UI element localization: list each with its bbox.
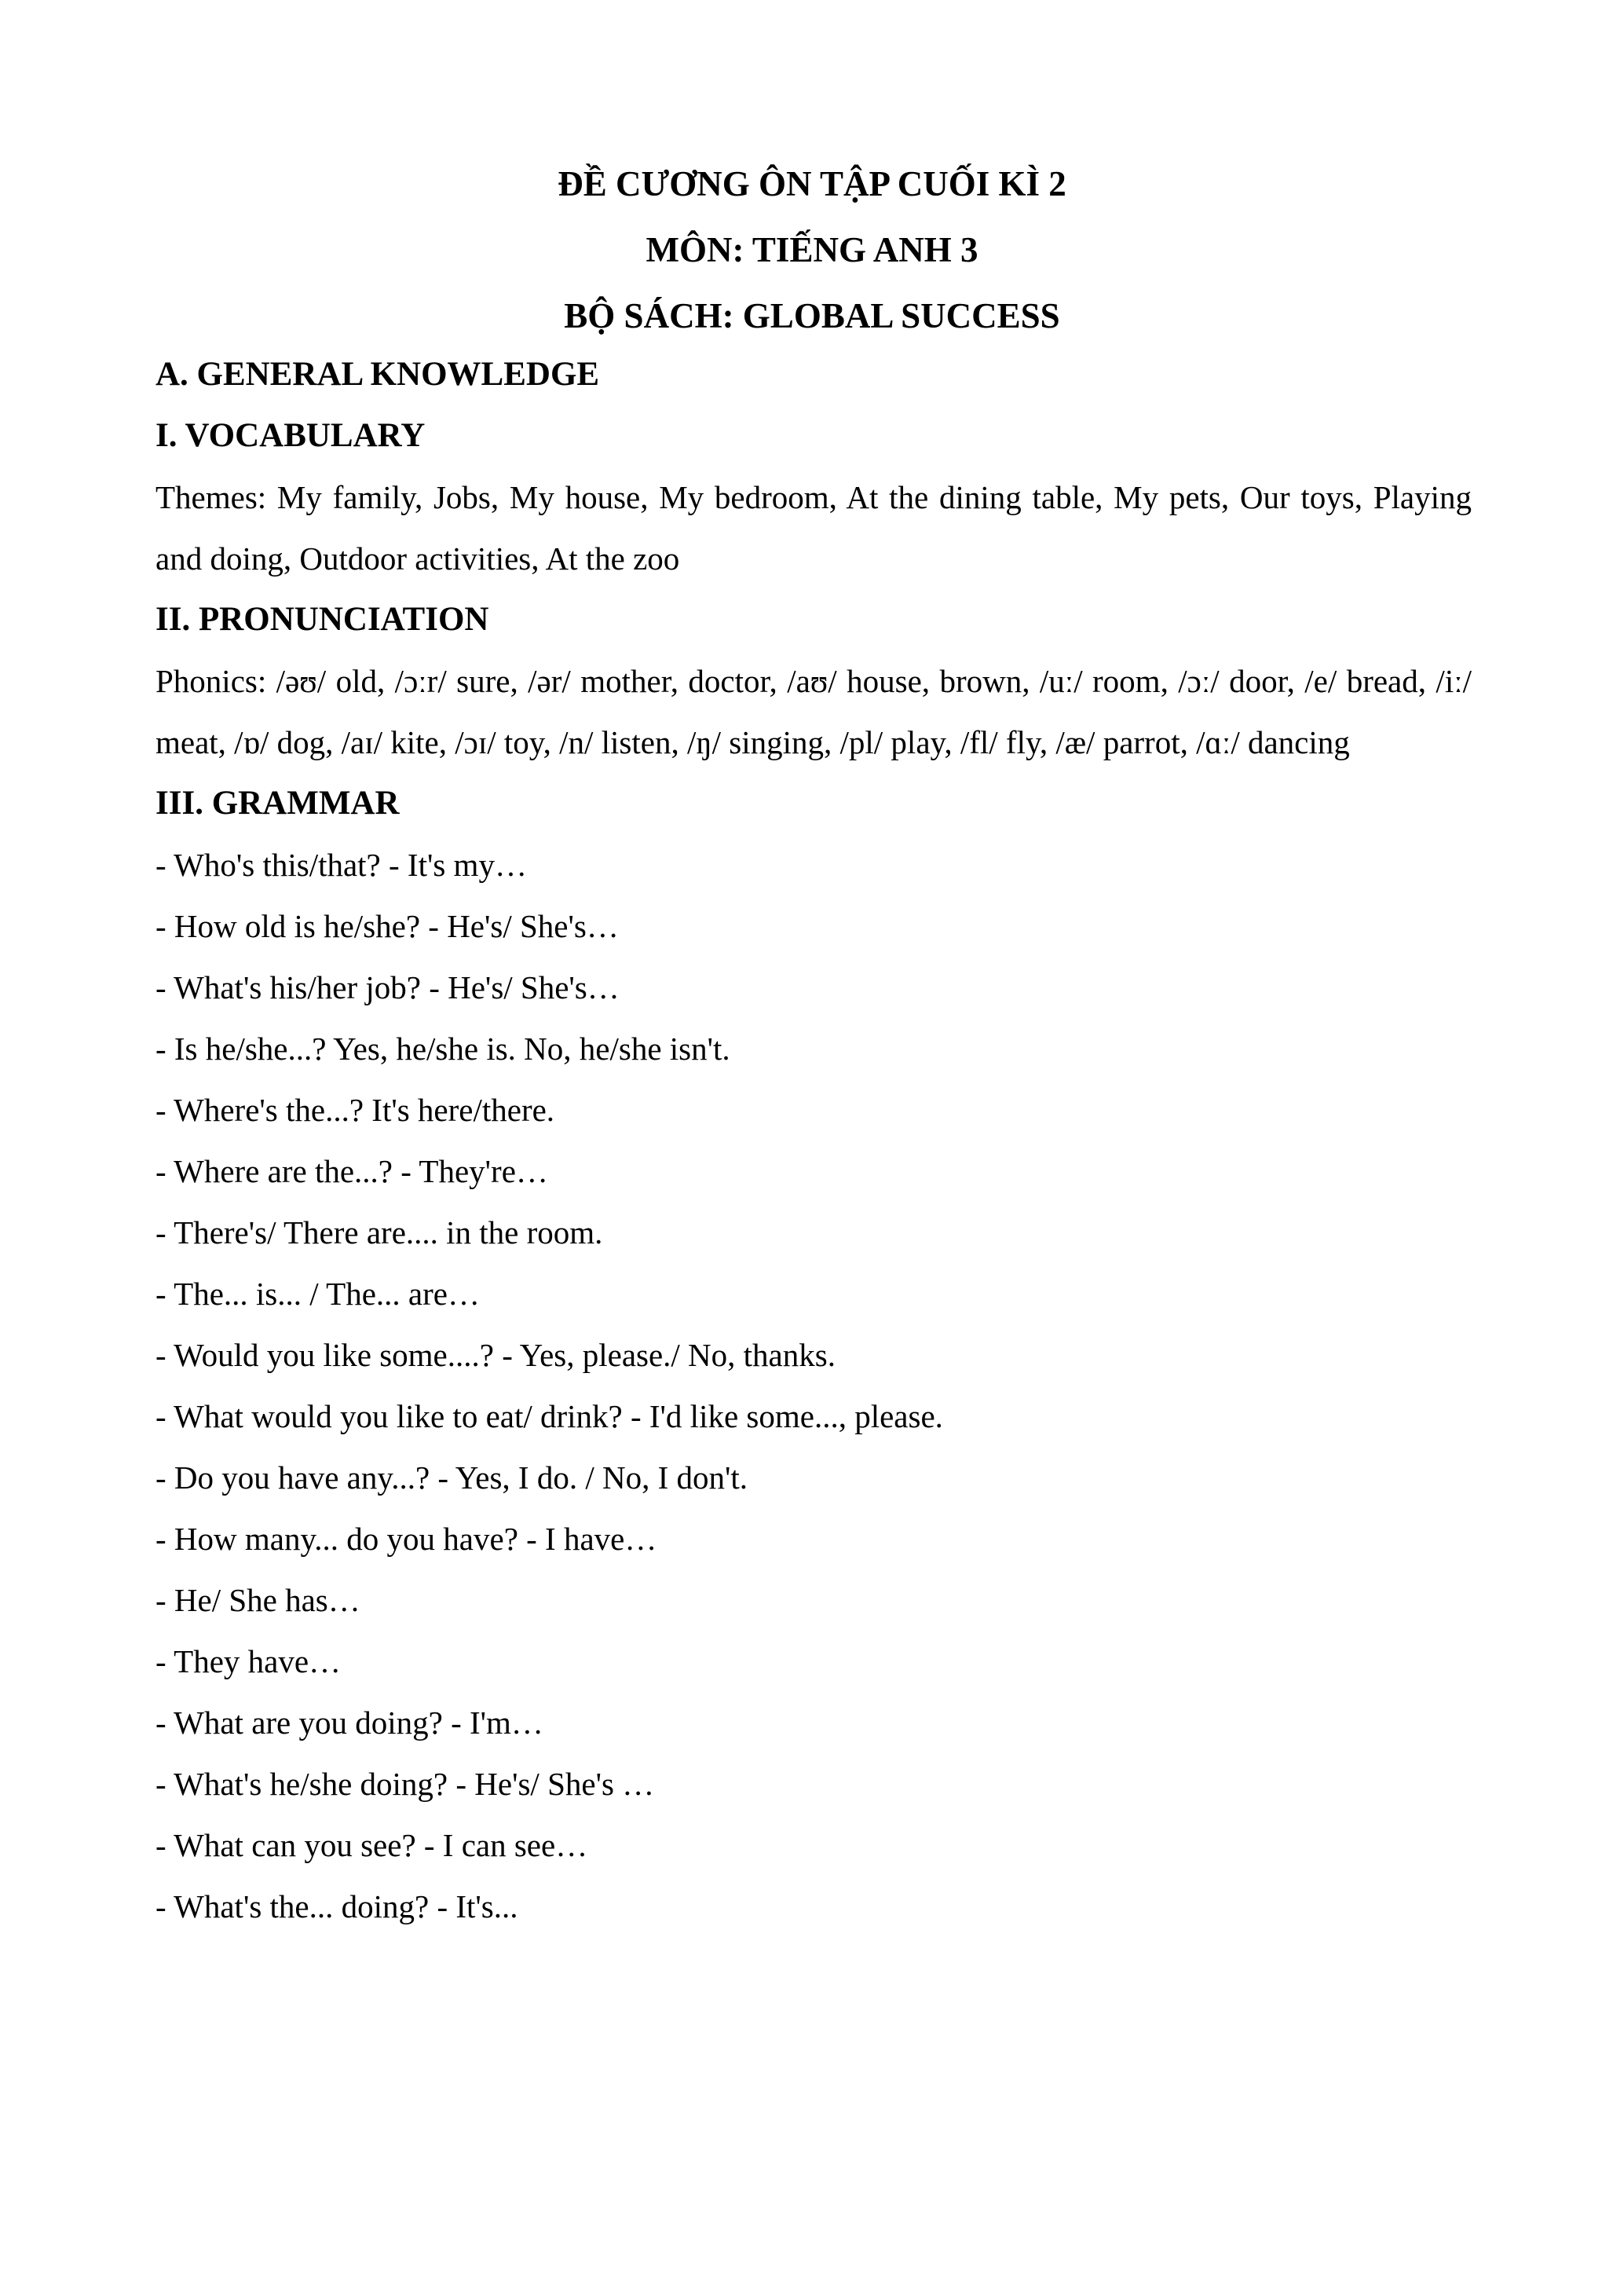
grammar-item: - Do you have any...? - Yes, I do. / No, I don't. [155,1459,748,1496]
document-content [155,344,1472,1937]
grammar-item: - What would you like to eat/ drink? - I'd like some..., please. [155,1398,943,1434]
grammar-item: - They have… [155,1643,342,1679]
grammar-item: - Would you like some....? - Yes, please./ No, thanks. [155,1337,836,1373]
grammar-heading: III. GRAMMAR [155,785,400,822]
grammar-item: - Where's the...? It's here/there. [155,1092,555,1128]
vocabulary-text: Themes: My family, Jobs, My house, My bedroom, At the dining table, My pets, Our toys, Playing and doing, Outdoor activities, At the zoo [155,479,1472,577]
title-line-1: ĐỀ CƯƠNG ÔN TẬP CUỐI KÌ 2 [558,164,1066,203]
section-a-heading: A. GENERAL KNOWLEDGE [155,356,600,393]
grammar-item: - What can you see? - I can see… [155,1827,588,1863]
grammar-item: - What are you doing? - I'm… [155,1705,543,1741]
grammar-item: - What's his/her job? - He's/ She's… [155,969,620,1005]
title-line-3: BỘ SÁCH: GLOBAL SUCCESS [564,296,1060,335]
grammar-item: - How many... do you have? - I have… [155,1521,657,1557]
grammar-item: - Where are the...? - They're… [155,1153,548,1189]
pronunciation-heading: II. PRONUNCIATION [155,601,489,638]
grammar-item: - Is he/she...? Yes, he/she is. No, he/she isn't. [155,1031,730,1067]
grammar-list [155,834,1472,1937]
grammar-item: - There's/ There are.... in the room. [155,1214,603,1251]
grammar-item: - How old is he/she? - He's/ She's… [155,908,619,944]
grammar-item: - What's he/she doing? - He's/ She's … [155,1766,655,1802]
grammar-item: - The... is... / The... are… [155,1276,480,1312]
pronunciation-text: Phonics: /əʊ/ old, /ɔːr/ sure, /ər/ mother, doctor, /aʊ/ house, brown, /uː/ room, /ɔː/ door, /e/ bread, /iː/ meat, /ɒ/ dog, /aɪ/ kite, /ɔɪ/ toy, /n/ listen, /ŋ/ singing, /pl/ play, /fl/ fly, /æ/ parrot, /ɑː/ dancing [155,663,1472,760]
document-title-block [0,151,1624,349]
vocabulary-heading: I. VOCABULARY [155,417,426,454]
grammar-item: - Who's this/that? - It's my… [155,847,527,883]
title-line-2: MÔN: TIẾNG ANH 3 [646,230,978,269]
grammar-item: - What's the... doing? - It's... [155,1888,518,1924]
grammar-item: - He/ She has… [155,1582,360,1618]
